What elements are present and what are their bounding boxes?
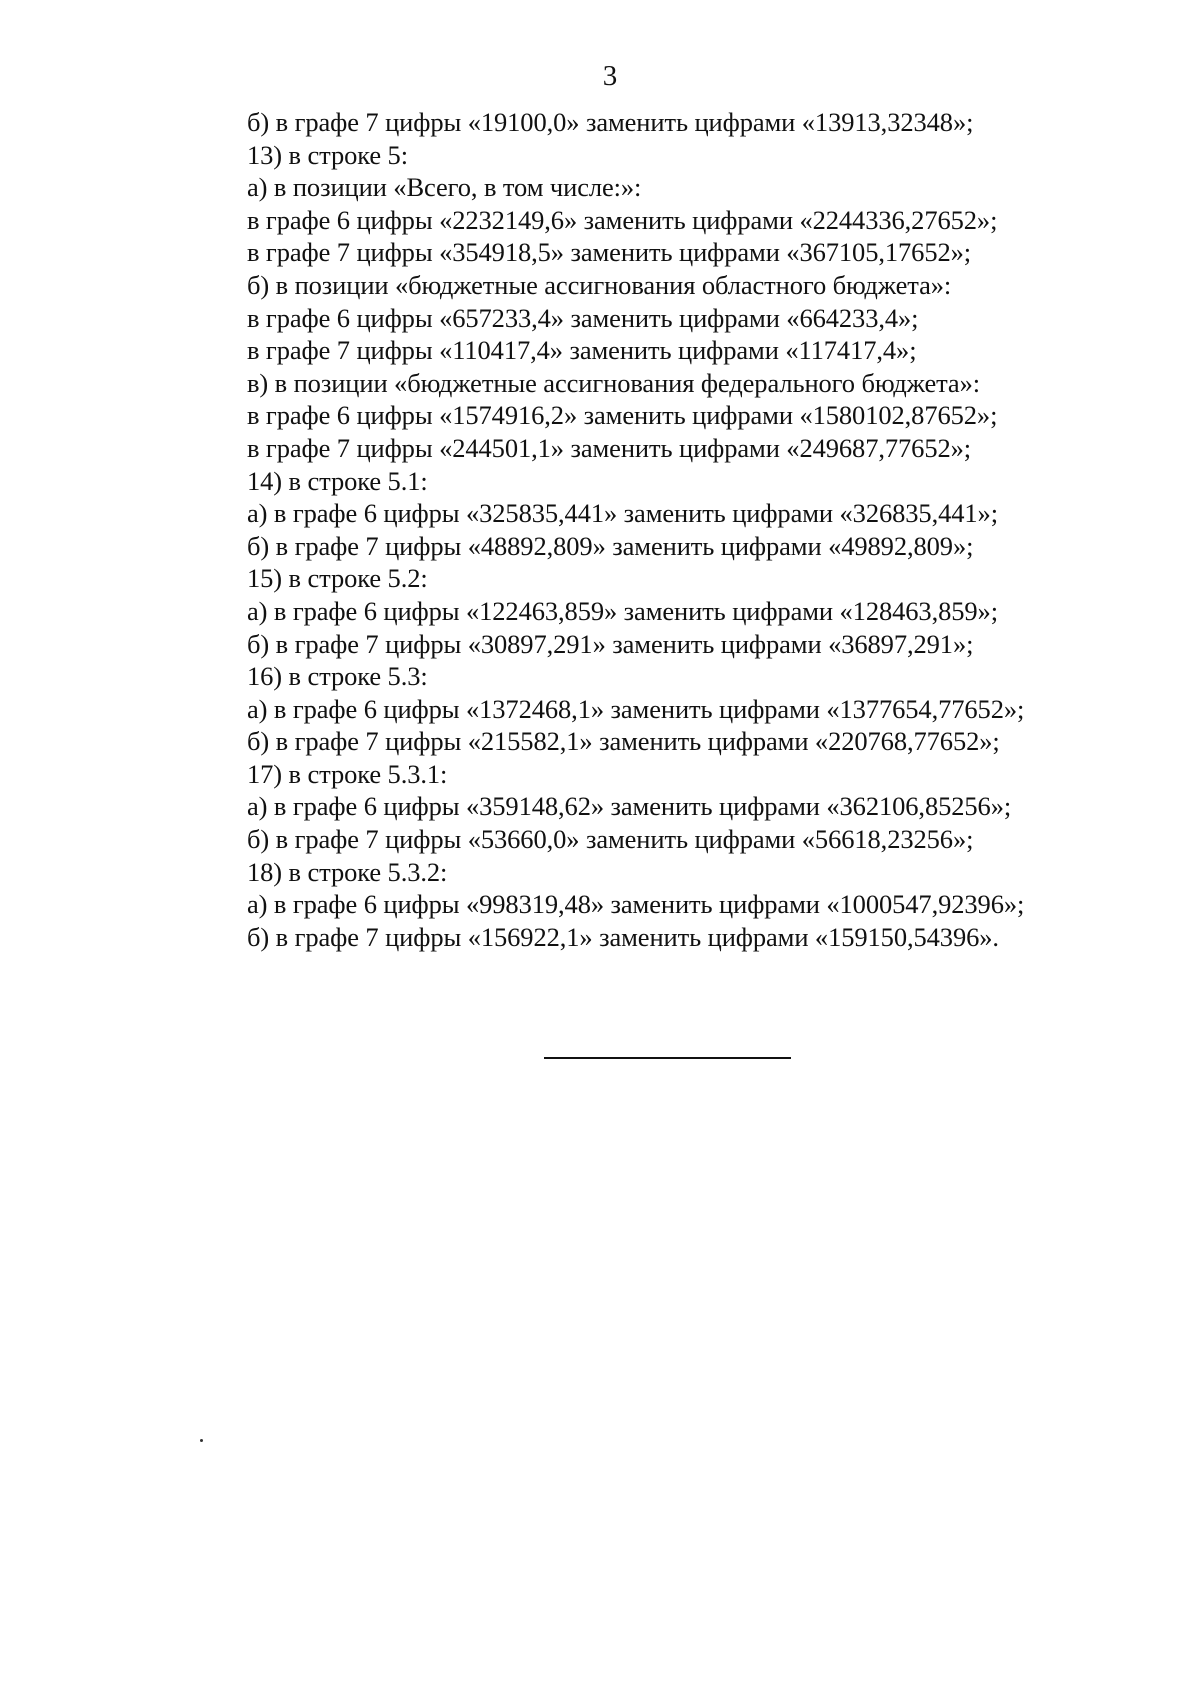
text-line: 15) в строке 5.2: <box>247 563 428 594</box>
text-line: б) в графе 7 цифры «53660,0» заменить цифрами «56618,23256»; <box>247 824 974 855</box>
text-line: в) в позиции «бюджетные ассигнования федерального бюджета»: <box>247 367 980 398</box>
text-line: б) в графе 7 цифры «215582,1» заменить цифрами «220768,77652»; <box>247 726 1000 757</box>
text-line: б) в позиции «бюджетные ассигнования областного бюджета»: <box>247 269 952 300</box>
text-line: 18) в строке 5.3.2: <box>247 856 448 887</box>
text-line: 13) в строке 5: <box>247 139 408 170</box>
page-number: 3 <box>602 60 618 92</box>
text-line: в графе 6 цифры «2232149,6» заменить цифрами «2244336,27652»; <box>247 204 998 235</box>
text-line: а) в графе 6 цифры «998319,48» заменить цифрами «1000547,92396»; <box>247 889 1025 920</box>
text-line: а) в графе 6 цифры «359148,62» заменить цифрами «362106,85256»; <box>247 791 1012 822</box>
text-line: б) в графе 7 цифры «156922,1» заменить цифрами «159150,54396». <box>247 921 999 952</box>
text-line: в графе 7 цифры «354918,5» заменить цифрами «367105,17652»; <box>247 237 972 268</box>
text-line: а) в графе 6 цифры «122463,859» заменить цифрами «128463,859»; <box>247 595 998 626</box>
text-line: в графе 7 цифры «244501,1» заменить цифрами «249687,77652»; <box>247 432 972 463</box>
text-line: 14) в строке 5.1: <box>247 465 428 496</box>
text-line: а) в графе 6 цифры «1372468,1» заменить цифрами «1377654,77652»; <box>247 693 1025 724</box>
text-line: в графе 6 цифры «657233,4» заменить цифрами «664233,4»; <box>247 302 919 333</box>
amendment-text <box>247 106 1147 953</box>
text-line: а) в позиции «Всего, в том числе:»: <box>247 172 642 203</box>
text-line: б) в графе 7 цифры «48892,809» заменить цифрами «49892,809»; <box>247 530 974 561</box>
text-line: б) в графе 7 цифры «30897,291» заменить цифрами «36897,291»; <box>247 628 974 659</box>
text-line: а) в графе 6 цифры «325835,441» заменить цифрами «326835,441»; <box>247 498 998 529</box>
text-line: 16) в строке 5.3: <box>247 661 428 692</box>
text-line: 17) в строке 5.3.1: <box>247 758 448 789</box>
text-line: б) в графе 7 цифры «19100,0» заменить цифрами «13913,32348»; <box>247 107 974 137</box>
text-line: в графе 7 цифры «110417,4» заменить цифрами «117417,4»; <box>247 335 917 366</box>
scan-speck <box>200 1439 203 1442</box>
end-divider-line <box>544 1057 791 1059</box>
text-line: в графе 6 цифры «1574916,2» заменить цифрами «1580102,87652»; <box>247 400 998 431</box>
